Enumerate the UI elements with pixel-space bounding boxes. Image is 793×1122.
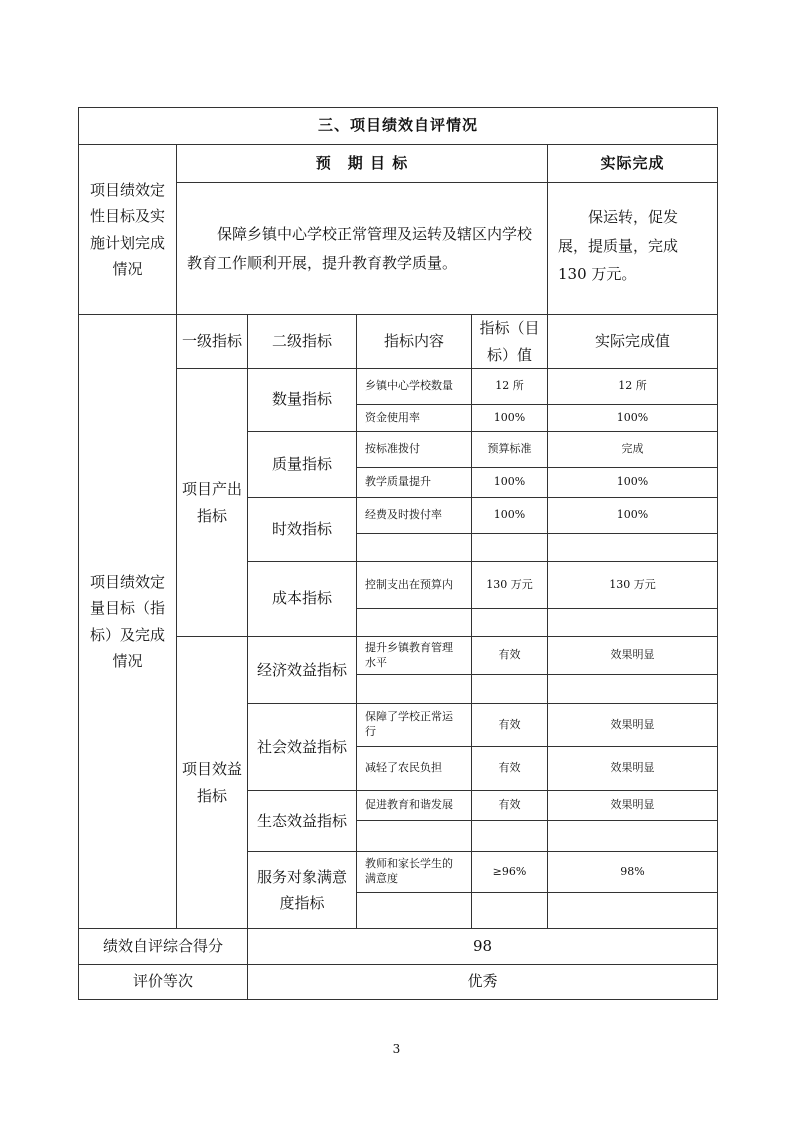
level2-social: 社会效益指标 — [248, 704, 357, 791]
row-content: 资金使用率 — [357, 405, 472, 432]
row-actual — [548, 534, 718, 562]
quantitative-label: 项目绩效定量目标（指标）及完成情况 — [79, 315, 177, 929]
row-actual — [548, 893, 718, 929]
grade-label: 评价等次 — [79, 965, 248, 1000]
row-content — [357, 534, 472, 562]
row-target: 130 万元 — [472, 562, 548, 609]
row-actual: 完成 — [548, 432, 718, 468]
row-content: 按标准拨付 — [357, 432, 472, 468]
row-actual: 100% — [548, 498, 718, 534]
row-target: 12 所 — [472, 369, 548, 405]
row-content — [357, 609, 472, 637]
level2-ecological: 生态效益指标 — [248, 791, 357, 852]
level2-timeliness: 时效指标 — [248, 498, 357, 562]
row-target — [472, 675, 548, 704]
row-content: 乡镇中心学校数量 — [357, 369, 472, 405]
performance-self-evaluation-table — [78, 107, 718, 1000]
header-level2: 二级指标 — [248, 315, 357, 369]
row-content: 促进教育和谐发展 — [357, 791, 472, 821]
row-target: 有效 — [472, 637, 548, 675]
row-actual: 效果明显 — [548, 637, 718, 675]
header-target: 指标（目标）值 — [472, 315, 548, 369]
row-target — [472, 534, 548, 562]
header-actual: 实际完成值 — [548, 315, 718, 369]
row-target: ≥96% — [472, 852, 548, 893]
row-content: 教师和家长学生的满意度 — [357, 852, 472, 893]
row-content — [357, 821, 472, 852]
row-content: 经费及时拨付率 — [357, 498, 472, 534]
row-actual: 效果明显 — [548, 747, 718, 791]
row-content: 教学质量提升 — [357, 468, 472, 498]
section-title: 三、项目绩效自评情况 — [79, 108, 718, 145]
row-content: 减轻了农民负担 — [357, 747, 472, 791]
level2-quality: 质量指标 — [248, 432, 357, 498]
expected-text: 保障乡镇中心学校正常管理及运转及辖区内学校教育工作顺利开展，提升教育教学质量。 — [177, 183, 548, 315]
level2-cost: 成本指标 — [248, 562, 357, 637]
row-content: 控制支出在预算内 — [357, 562, 472, 609]
row-actual: 130 万元 — [548, 562, 718, 609]
row-target: 100% — [472, 405, 548, 432]
actual-text: 保运转，促发展，提质量，完成 130 万元。 — [548, 183, 718, 315]
score-value: 98 — [248, 929, 718, 965]
row-target: 100% — [472, 498, 548, 534]
row-actual — [548, 821, 718, 852]
actual-header: 实际完成 — [548, 145, 718, 183]
row-target: 预算标准 — [472, 432, 548, 468]
row-target: 有效 — [472, 704, 548, 747]
grade-value: 优秀 — [248, 965, 718, 1000]
level2-satisfaction: 服务对象满意度指标 — [248, 852, 357, 929]
row-target — [472, 893, 548, 929]
qualitative-label: 项目绩效定性目标及实施计划完成情况 — [79, 145, 177, 315]
row-actual — [548, 609, 718, 637]
row-actual: 100% — [548, 405, 718, 432]
row-actual: 98% — [548, 852, 718, 893]
row-actual: 效果明显 — [548, 704, 718, 747]
row-content — [357, 675, 472, 704]
level1-output: 项目产出指标 — [177, 369, 248, 637]
row-actual: 100% — [548, 468, 718, 498]
expected-header: 预 期 目 标 — [177, 145, 548, 183]
header-level1: 一级指标 — [177, 315, 248, 369]
level1-benefit: 项目效益指标 — [177, 637, 248, 929]
row-actual — [548, 675, 718, 704]
row-content: 保障了学校正常运行 — [357, 704, 472, 747]
row-actual: 效果明显 — [548, 791, 718, 821]
level2-economic: 经济效益指标 — [248, 637, 357, 704]
row-actual: 12 所 — [548, 369, 718, 405]
row-target: 有效 — [472, 791, 548, 821]
row-target — [472, 609, 548, 637]
row-target: 有效 — [472, 747, 548, 791]
row-target: 100% — [472, 468, 548, 498]
row-content: 提升乡镇教育管理水平 — [357, 637, 472, 675]
row-content — [357, 893, 472, 929]
row-target — [472, 821, 548, 852]
score-label: 绩效自评综合得分 — [79, 929, 248, 965]
header-content: 指标内容 — [357, 315, 472, 369]
page-number: 3 — [392, 1042, 401, 1056]
level2-quantity: 数量指标 — [248, 369, 357, 432]
